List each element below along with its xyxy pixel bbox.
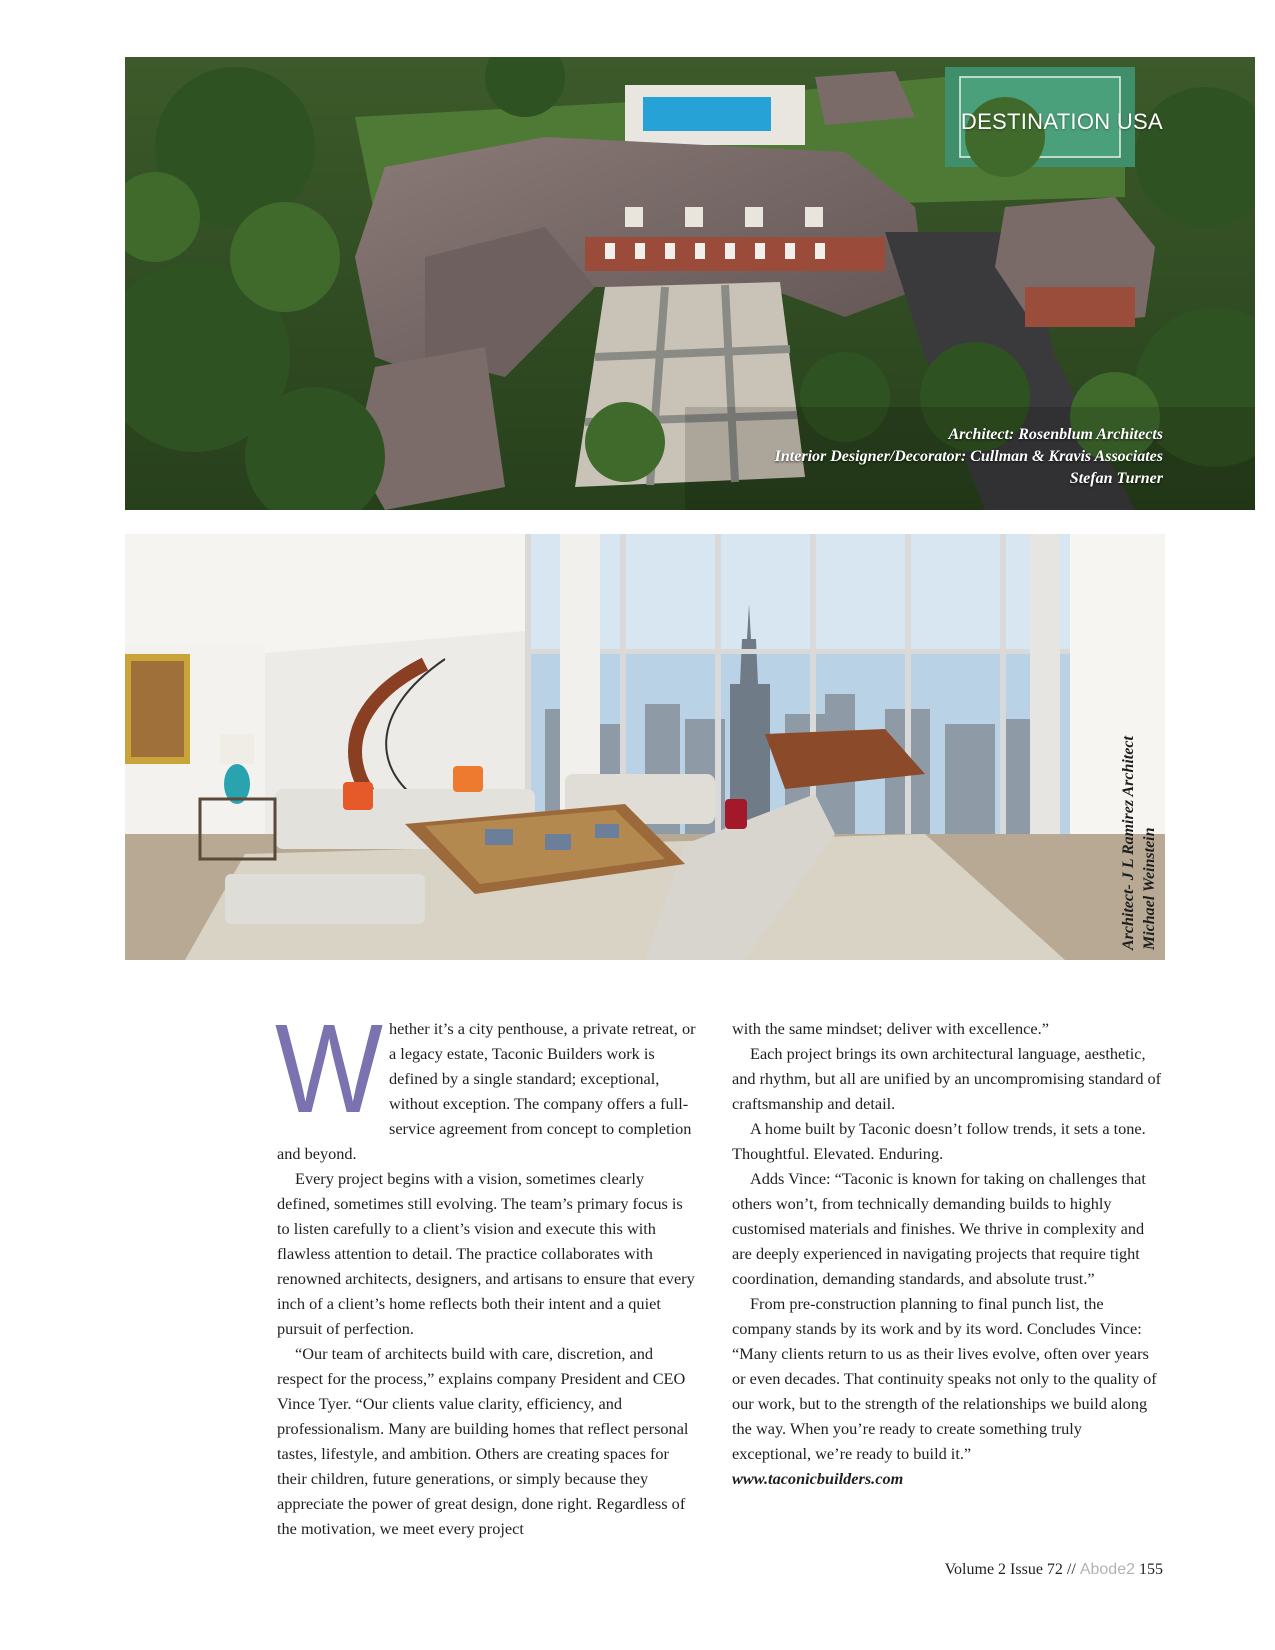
paragraph-craftsmanship: Each project brings its own architectural language, aesthetic, and rhythm, but all are unified by an uncompromising standard of craftsmanship and detail. <box>732 1044 1162 1113</box>
drop-cap-letter: W <box>275 1020 384 1125</box>
magazine-name: Abode2 <box>1079 1561 1135 1578</box>
interior-photographer-credit: Michael Weinstein <box>1141 827 1158 950</box>
penthouse-interior-photo <box>125 534 1165 960</box>
paragraph-quote-ceo: “Our team of architects build with care, discretion, and respect for the process,” explains company President and CEO Vince Tyer. “Our clients value clarity, efficiency, and professionalism. Many are building homes that reflect personal tastes, lifestyle, and ambition. Others are creating spaces for their children, future generations, or simply because they appreciate the power of great design, done right. Regardless of the motivation, we meet every project <box>277 1344 689 1538</box>
paragraph-quote-continued: with the same mindset; deliver with excellence.” <box>732 1019 1049 1038</box>
paragraph-challenges: Adds Vince: “Taconic is known for taking on challenges that others won’t, from technically demanding builds to highly customised materials and finishes. We thrive in complexity and are deeply experienced in navigating projects that require tight coordination, demanding standards, and absolute trust.” <box>732 1169 1146 1288</box>
page-footer <box>945 1561 1163 1579</box>
article-column-right <box>732 1016 1162 1491</box>
aerial-estate-photo <box>125 57 1255 510</box>
paragraph-vision: Every project begins with a vision, sometimes clearly defined, sometimes still evolving. The team’s primary focus is to listen carefully to a client’s vision and execute this with flawless attention to detail. The practice collaborates with renowned architects, designers, and artisans to ensure that every inch of a client’s home reflects both their intent and a quiet pursuit of perfection. <box>277 1169 695 1338</box>
interior-photo-credits <box>1118 736 1160 950</box>
penthouse-interior-image <box>125 534 1165 960</box>
drop-cap <box>275 1020 385 1125</box>
photographer-credit: Stefan Turner <box>1069 470 1163 487</box>
paragraph-conclusion: From pre-construction planning to final punch list, the company stands by its work and by its word. Concludes Vince: “Many clients return to us as their lives evolve, often over years or even decades. That continuity speaks not only to the quality of our work, but to the strength of the relationships we build along the way. When you’re ready to create something truly exceptional, we’re ready to build it.” <box>732 1294 1157 1463</box>
article-column-left <box>277 1016 697 1541</box>
interior-designer-credit: Interior Designer/Decorator: Cullman & Kravis Associates <box>774 448 1163 465</box>
paragraph-trends: A home built by Taconic doesn’t follow trends, it sets a tone. Thoughtful. Elevated. Enduring. <box>732 1119 1146 1163</box>
interior-architect-credit: Architect- J L Ramirez Architect <box>1120 736 1137 950</box>
photo-credits <box>775 424 1163 490</box>
website-link[interactable]: www.taconicbuilders.com <box>732 1469 904 1488</box>
page-number: 155 <box>1139 1561 1163 1578</box>
architect-credit: Architect: Rosenblum Architects <box>948 426 1163 443</box>
issue-info: Volume 2 Issue 72 // <box>944 1561 1076 1578</box>
section-label: DESTINATION USA <box>960 109 1163 134</box>
paragraph-intro: hether it’s a city penthouse, a private retreat, or a legacy estate, Taconic Builders work is defined by a single standard; exceptional, without exception. The company offers a full-service agreement from concept to completion and beyond. <box>277 1019 696 1163</box>
